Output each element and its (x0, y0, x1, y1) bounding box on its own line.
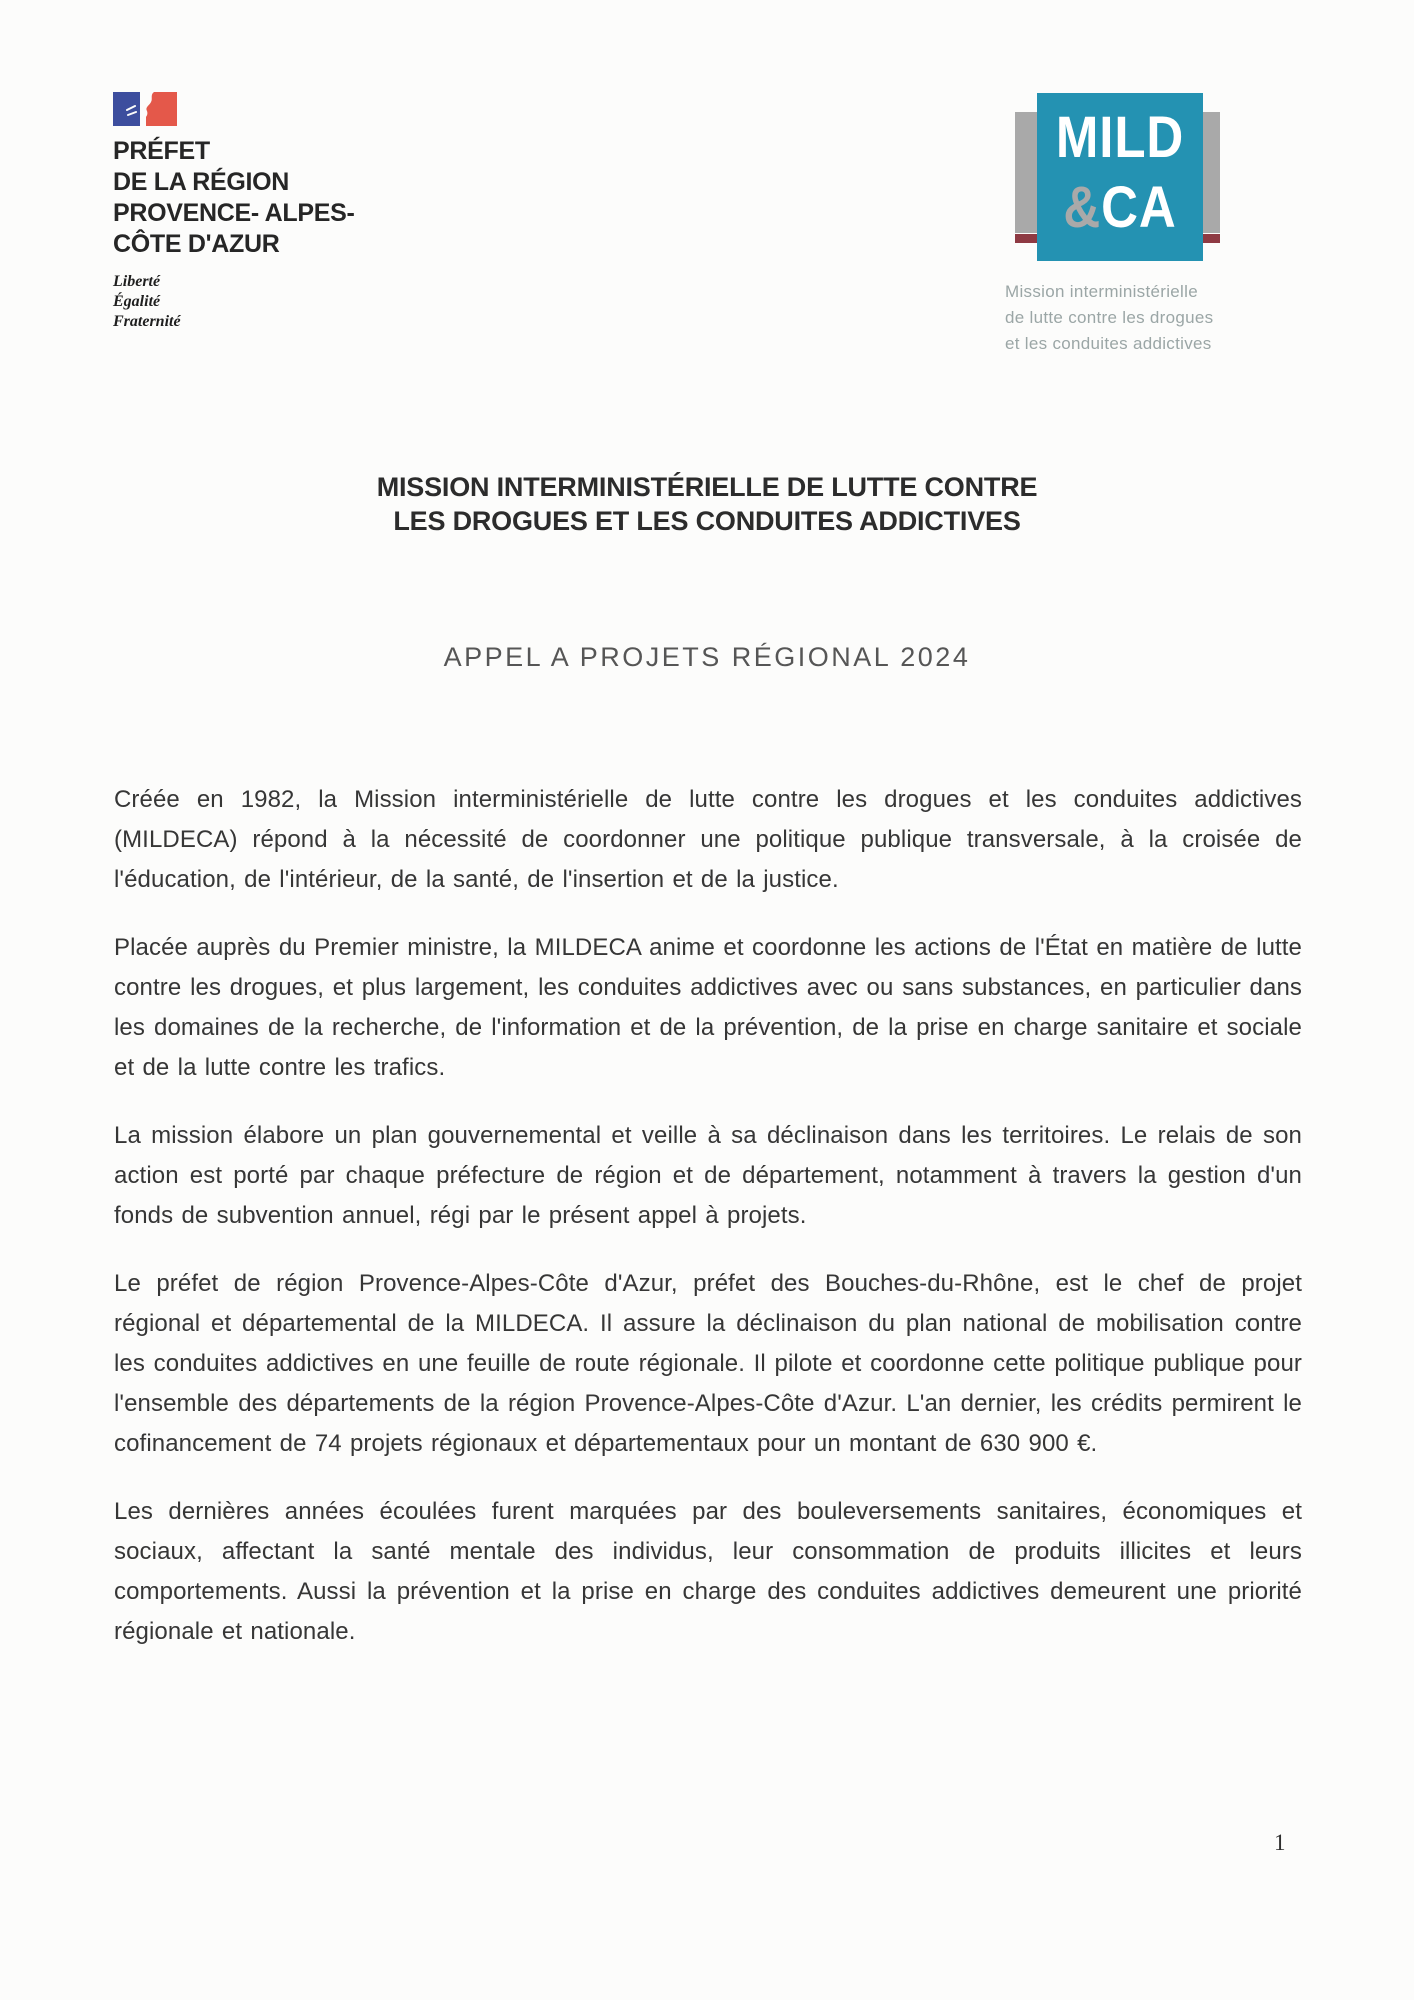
mildca-ampersand: & (1063, 175, 1102, 240)
document-title (0, 470, 1414, 538)
mildca-caption (1005, 279, 1235, 357)
body-paragraph: Le préfet de région Provence-Alpes-Côte d'Azur, préfet des Bouches-du-Rhône, est le chef de projet régional et départemental de la MILDECA. Il assure la déclinaison du plan national de mobilisation contre les conduites addictives en une feuille de route régionale. Il pilote et coordonne cette politique publique pour l'ensemble des départements de la région Provence-Alpes-Côte d'Azur. L'an dernier, les crédits permirent le cofinancement de 74 projets régionaux et départementaux pour un montant de 630 900 €. (114, 1270, 1302, 1457)
republic-motto (113, 272, 355, 332)
prefet-title-line: CÔTE D'AZUR (113, 230, 280, 258)
french-flag-marianne-icon (113, 92, 177, 126)
mildca-caption-line: de lutte contre les drogues (1005, 308, 1214, 327)
body-paragraph: Créée en 1982, la Mission interministérielle de lutte contre les drogues et les conduites addictives (MILDECA) répond à la nécessité de coordonner une politique publique transversale, à la croisée de l'éducation, de l'intérieur, de la santé, de l'insertion et de la justice. (114, 786, 1302, 893)
mildca-caption-line: et les conduites addictives (1005, 334, 1212, 353)
mildca-caption-line: Mission interministérielle (1005, 282, 1198, 301)
prefet-title-line: PROVENCE- ALPES- (113, 199, 355, 227)
motto-line: Égalité (113, 293, 161, 310)
motto-line: Liberté (113, 273, 161, 290)
prefet-logo-block (113, 92, 355, 332)
mildca-word-ca (1047, 175, 1193, 240)
mildca-ca-text: CA (1101, 175, 1177, 240)
body-paragraph: Les dernières années écoulées furent marquées par des bouleversements sanitaires, économiques et sociaux, affectant la santé mentale des individus, leur consommation de produits illicites et leurs comportements. Aussi la prévention et la prise en charge des conduites addictives demeurent une priorité régionale et nationale. (114, 1498, 1302, 1645)
prefet-title-line: PRÉFET (113, 137, 210, 165)
body-paragraph: Placée auprès du Premier ministre, la MILDECA anime et coordonne les actions de l'État en matière de lutte contre les drogues, et plus largement, les conduites addictives avec ou sans substances, en particulier dans les domaines de la recherche, de l'information et de la prévention, de la prise en charge sanitaire et sociale et de la lutte contre les trafics. (114, 934, 1302, 1081)
body-paragraph: La mission élabore un plan gouvernemental et veille à sa déclinaison dans les territoires. Le relais de son action est porté par chaque préfecture de région et de département, notamment à travers la gestion d'un fonds de subvention annuel, régi par le présent appel à projets. (114, 1122, 1302, 1229)
mildca-word-mild: MILD (1055, 105, 1185, 170)
document-title-line: LES DROGUES ET LES CONDUITES ADDICTIVES (393, 506, 1021, 536)
document-body (114, 780, 1302, 1680)
document-subtitle: APPEL A PROJETS RÉGIONAL 2024 (443, 642, 971, 672)
prefet-title-line: DE LA RÉGION (113, 168, 290, 196)
motto-line: Fraternité (113, 313, 181, 330)
prefet-title (113, 136, 355, 260)
page-number: 1 (1274, 1830, 1286, 1855)
mildca-logo-square (1037, 93, 1203, 261)
document-title-line: MISSION INTERMINISTÉRIELLE DE LUTTE CONTRE (376, 472, 1038, 502)
